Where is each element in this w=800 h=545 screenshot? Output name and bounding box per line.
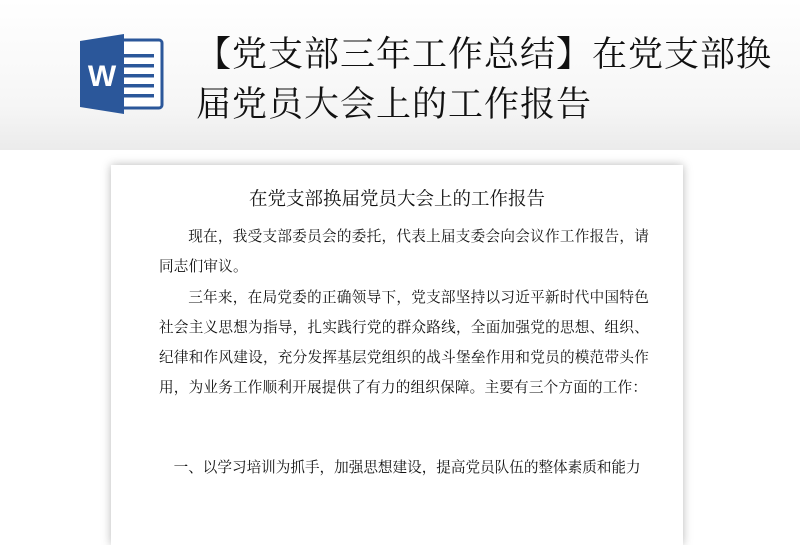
document-page: [111, 165, 683, 545]
word-icon-letter: W: [87, 60, 117, 93]
word-document-icon: [78, 32, 164, 116]
paragraph: 现在，我受支部委员会的委托，代表上届支委会向会议作工作报告，请同志们审议。: [159, 228, 649, 275]
section-heading: 一、以学习培训为抓手，加强思想建设，提高党员队伍的整体素质和能力: [173, 459, 641, 476]
header-banner: [0, 0, 800, 150]
document-title: 在党支部换届党员大会上的工作报告: [248, 189, 545, 210]
paragraph: 三年来，在局党委的正确领导下，党支部坚持以习近平新时代中国特色社会主义思想为指导，扎实践行党的群众路线，全面加强党的思想、组织、纪律和作风建设，充分发挥基层党组织的战斗堡垒作用和党员的模范带头作用，为业务工作顺利开展提供了有力的组织保障。主要有三个方面的工作：: [159, 289, 649, 396]
banner-title: 【党支部三年工作总结】在党支部换届党员大会上的工作报告: [196, 35, 773, 125]
